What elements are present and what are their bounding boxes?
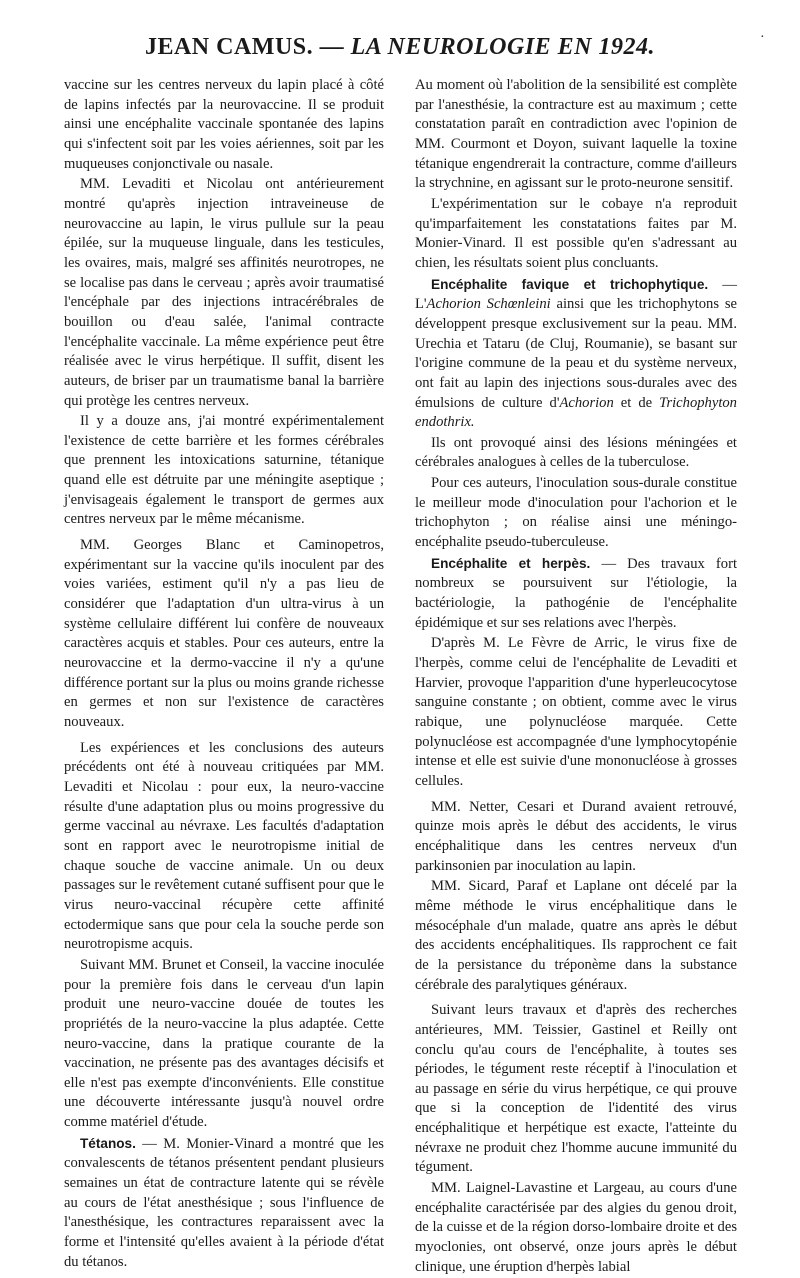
paragraph: Au moment où l'abolition de la sensibilité est complète par l'anesthésie, la contracture est au maximum ; cette constatation paraît en contradiction avec l'opinion de MM. Courmont et Doyon, suivant laquelle la toxine tétanique engendrerait la contracture, comme d'ailleurs la strychnine, en agissant sur le proto-neurone sensitif.	[415, 77, 737, 192]
section-encephalite-herpes	[415, 554, 737, 634]
section-heading: Encéphalite et herpès.	[431, 555, 591, 571]
paragraph: MM. Levaditi et Nicolau ont antérieurement montré qu'après injection intraveineuse de neurovaccine au lapin, le virus pullule sur la peau épilée, sur la muqueuse linguale, dans les testicules, les ovaires, mais, malgré ses affinités neurotropes, ne se localise pas dans le cerveau ; après avoir traumatisé l'encéphale par des injections intracérébrales de bouillon ou d'eau salée, l'animal contracte l'encéphalite vaccinale. La même expérience peut être réalisée avec le virus herpétique. Il suffit, disent les auteurs, de briser par un traumatisme banal la barrière qui protège les centres nerveux.	[64, 176, 384, 409]
section-heading: Tétanos.	[80, 1135, 136, 1151]
paragraph: Ils ont provoqué ainsi des lésions méningées et cérébrales analogues à celles de la tuberculose.	[415, 434, 737, 471]
corner-mark: ·	[760, 30, 765, 45]
paragraph: Suivant leurs travaux et d'après des recherches antérieures, MM. Teissier, Gastinel et Reilly ont conclu qu'au cours de l'encéphalite, à toutes ses périodes, le tégument reste réceptif à l'inoculation et au passage en série du virus herpétique, ce qui prouve que si la conception de l'identité des virus encéphalitique et herpétique est exacte, l'atteinte du névraxe ne produit chez l'homme aucune immunité du tégument.	[415, 1002, 737, 1176]
species-name: Achorion	[559, 394, 614, 411]
header-separator: —	[319, 34, 345, 60]
page-header	[60, 34, 740, 68]
header-author: JEAN CAMUS.	[144, 34, 314, 60]
section-text: et de	[613, 394, 660, 411]
paragraph: vaccine sur les centres nerveux du lapin placé à côté de lapins infectés par la neurovaccine. Il se produit ainsi une encéphalite vaccinale spontanée des lapins qui s'infectent soit par les voies aériennes, soit par les muqueuses conjonctivale ou nasale.	[64, 77, 384, 172]
paragraph: MM. Sicard, Paraf et Laplane ont décelé par la même méthode le virus encéphalitique dans le mésocéphale d'un malade, quatre ans après le début des accidents encéphalitiques. Ils rapprochent ce fait de la persistance du tréponème dans la substance cérébrale des paralytiques généraux.	[415, 878, 737, 993]
paragraph: Les expériences et les conclusions des auteurs précédents ont été à nouveau critiquées par MM. Levaditi et Nicolau : pour eux, la neuro-vaccine résulte d'une adaptation plus ou moins progressive du germe vaccinal au névraxe. Les facultés d'adaptation sont en rapport avec le neurotropisme initial de chaque souche de vaccine animale. Un ou deux passages sur le revêtement cutané suffisent pour que le virus neuro-vaccinal récupère cette affinité ectodermique sans que pour cela la souche perde son neurotropisme acquis.	[64, 739, 384, 953]
section-tetanos	[64, 1134, 384, 1273]
paragraph: Il y a douze ans, j'ai montré expérimentalement l'existence de cette barrière et les formes cérébrales que prennent les intoxications saturnine, tétanique quand elle est détruite par une méningite aseptique ; j'envisageais également le transport de germes aux centres nerveux par le même mécanisme.	[64, 413, 384, 528]
paragraph: Pour ces auteurs, l'inoculation sous-durale constitue le meilleur mode d'inoculation pour l'achorion et le trichophyton ; on réalise ainsi une méningo-encéphalite pseudo-tuberculeuse.	[415, 475, 737, 551]
left-column	[64, 76, 384, 1273]
species-name: Achorion Schœnleini	[426, 296, 551, 313]
section-encephalite-favique	[415, 275, 737, 433]
right-column	[415, 76, 737, 1278]
section-heading: Encéphalite favique et trichophytique.	[431, 276, 709, 292]
paragraph: D'après M. Le Fèvre de Arric, le virus fixe de l'herpès, comme celui de l'encéphalite de Levaditi et Harvier, provoque l'apparition d'une hyperleucocytose sanguine constante ; on obtient, comme avec le virus rabique, une polynucléose marquée. Cette polynucléose est accompagnée d'une lymphocytopénie intense et elle est suivie d'une mononucléose à grosses cellules.	[415, 635, 737, 789]
paragraph: MM. Georges Blanc et Caminopetros, expérimentant sur la vaccine qu'ils inoculent par des voies variées, estiment qu'il n'y a pas lieu de considérer que l'adaptation d'un ultra-virus à un système cellulaire différent lui confère de nouveaux caractères acquis et stables. Pour ces auteurs, entre la neurovaccine et la dermo-vaccine il n'y a qu'une différence portant sur la plus ou moins grande richesse en germes et non sur l'existence de caractères nouveaux.	[64, 537, 384, 730]
section-text: — Des travaux fort nombreux se poursuivent sur l'étiologie, la bactériologie, la pathogénie de l'encéphalite épidémique et sur ses relations avec l'herpès.	[415, 555, 738, 631]
species-name: Trichophyton endothrix.	[415, 394, 737, 431]
header-title: LA NEUROLOGIE EN 1924.	[350, 34, 656, 60]
section-text: ainsi que les trichophytons se développent presque exclusivement sur la peau. MM. Urechia et Tataru (de Cluj, Roumanie), se basant sur l'origine commune de la peau et du système nerveux, ont fait au lapin des injections sous-durales avec des émulsions de culture d'	[415, 296, 737, 411]
paragraph: Suivant MM. Brunet et Conseil, la vaccine inoculée pour la première fois dans le cerveau d'un lapin produit une neuro-vaccine douée de toutes les propriétés de la neuro-vaccine la plus adaptée. Cette neuro-vaccine, dans la pratique courante de la vaccination, ne présente pas des avantages décisifs et elle n'est pas exempte d'inconvénients. Elle constitue une découverte intéressante jusqu'à nouvel ordre comme matériel d'étude.	[64, 956, 384, 1131]
paragraph: MM. Laignel-Lavastine et Largeau, au cours d'une encéphalite caractérisée par des algies du genou droit, de la cuisse et de la région dorso-lombaire droite et des myoclonies, ont observé, onze jours après le début clinique, une éruption d'herpès labial	[415, 1180, 737, 1275]
section-text: — L'	[415, 276, 737, 313]
section-text: — M. Monier-Vinard a montré que les convalescents de tétanos présentent pendant plusieurs semaines un état de contracture latente qui se révèle au cours de l'état anesthésique ; sous l'influence de l'anesthésique, les contractures reparaissent avec la forme et l'intensité qu'elles avaient à la période d'état du tétanos.	[64, 1135, 384, 1270]
paragraph: L'expérimentation sur le cobaye n'a reproduit qu'imparfaitement les constatations faites par M. Monier-Vinard. Il est possible qu'en s'adressant au chien, les résultats soient plus concluants.	[415, 195, 737, 271]
paragraph: MM. Netter, Cesari et Durand avaient retrouvé, quinze mois après le début des accidents, le virus encéphalitique dans les centres nerveux d'un parkinsonien par inoculation au lapin.	[415, 798, 737, 874]
